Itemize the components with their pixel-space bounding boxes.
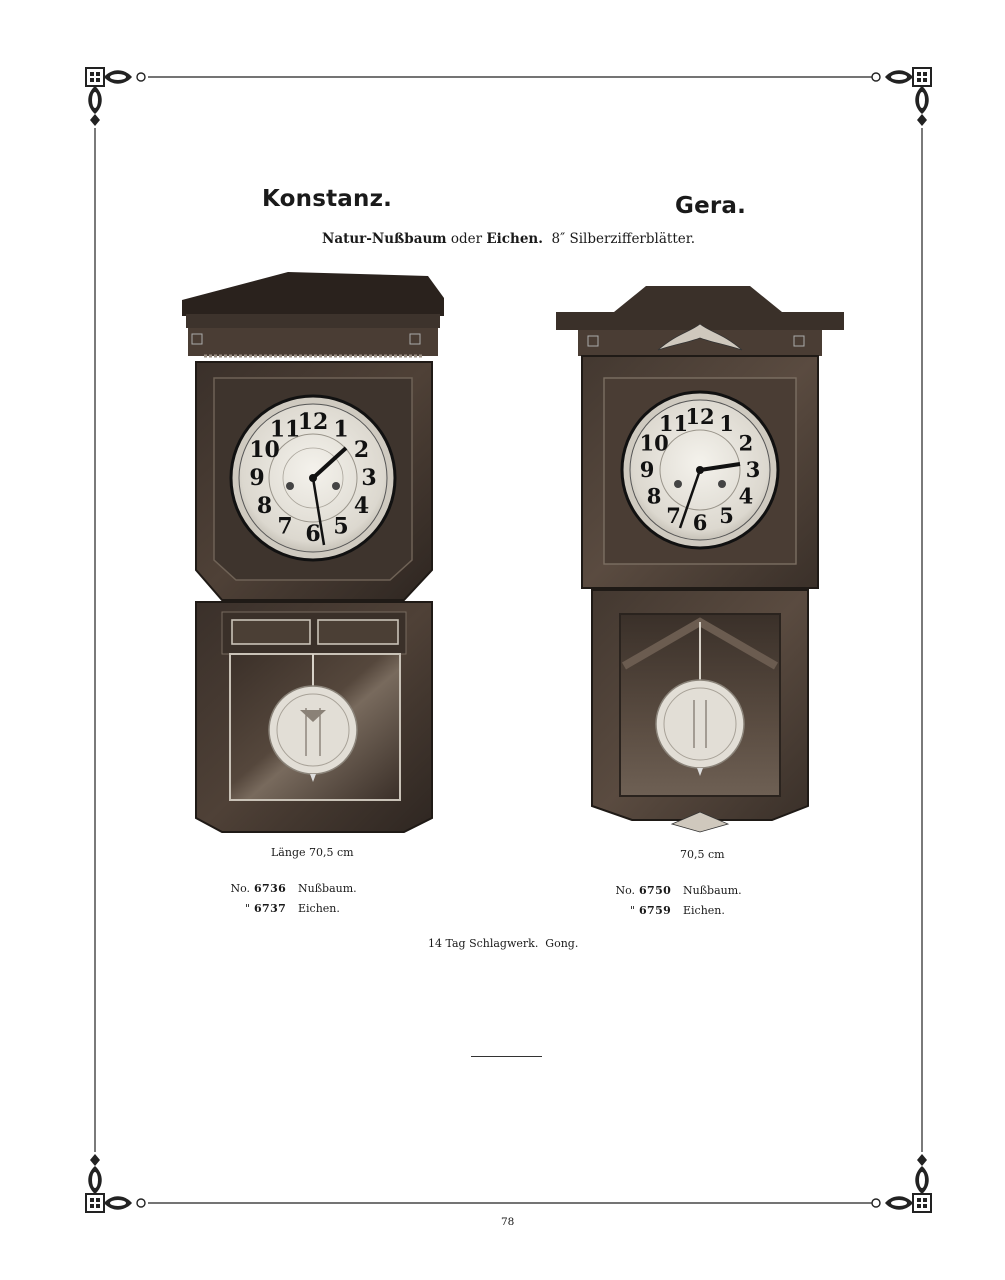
dial-numeral: 3	[361, 465, 377, 491]
model-list-right	[609, 884, 742, 924]
model-row	[224, 882, 357, 902]
model-wood: Nußbaum.	[683, 884, 742, 897]
model-wood: Eichen.	[298, 902, 340, 915]
dial-numeral: 8	[646, 483, 662, 509]
dial-numeral: 1	[333, 416, 349, 443]
model-prefix: No.	[230, 882, 250, 895]
corner-ornament-top-left	[86, 68, 145, 126]
model-prefix: "	[629, 904, 635, 917]
model-prefix: "	[244, 902, 250, 915]
corner-ornament-bottom-left	[86, 1154, 145, 1212]
model-number: 6737	[254, 902, 287, 915]
caption-length-left: Länge 70,5 cm	[271, 846, 354, 859]
subtitle-dial: 8″ Silberzifferblätter.	[551, 231, 695, 247]
title-gera: Gera.	[675, 193, 747, 219]
dial-numeral: 11	[269, 416, 301, 443]
title-konstanz: Konstanz.	[262, 186, 393, 212]
model-number: 6759	[639, 904, 672, 917]
dial-numeral: 6	[692, 510, 708, 535]
dial-numeral: 7	[666, 502, 681, 528]
page-number: 78	[501, 1216, 515, 1228]
dial-numeral: 6	[305, 521, 321, 547]
footnote-movement: 14 Tag Schlagwerk. Gong.	[428, 937, 579, 950]
model-number: 6736	[254, 882, 287, 895]
corner-ornament-bottom-right	[872, 1154, 931, 1212]
subtitle	[322, 231, 695, 247]
model-row	[609, 904, 742, 924]
model-list-left	[224, 882, 357, 922]
model-number: 6750	[639, 884, 672, 897]
dial-numeral: 4	[738, 483, 754, 509]
caption-length-right: 70,5 cm	[680, 848, 725, 861]
dial-numeral: 11	[658, 411, 689, 437]
dial-numeral: 4	[353, 493, 370, 519]
model-wood: Nußbaum.	[298, 882, 357, 895]
dial-numeral: 8	[256, 493, 273, 519]
dial-numeral: 2	[738, 430, 754, 456]
dial-numeral: 2	[353, 437, 370, 463]
clock-konstanz-illustration	[178, 270, 448, 840]
model-wood: Eichen.	[683, 904, 725, 917]
dial-numeral: 10	[639, 430, 669, 456]
dial-numeral: 5	[719, 502, 734, 528]
model-row	[609, 884, 742, 904]
dial-numeral: 5	[333, 513, 349, 540]
dial-numeral: 12	[297, 409, 329, 435]
dial-numeral: 9	[249, 465, 265, 491]
subtitle-material-b: Eichen.	[486, 231, 543, 247]
dial-numeral: 3	[745, 457, 761, 482]
dial-numeral: 9	[639, 457, 655, 482]
dial-numeral: 10	[249, 437, 280, 463]
divider	[471, 1056, 542, 1057]
dial-numeral: 12	[685, 404, 715, 429]
model-row	[224, 902, 357, 922]
clock-gera-illustration	[554, 284, 846, 840]
dial-numeral: 7	[277, 513, 293, 540]
corner-ornament-top-right	[872, 68, 931, 126]
subtitle-conj: oder	[450, 231, 483, 247]
dial-numeral: 1	[719, 411, 734, 437]
model-prefix: No.	[615, 884, 635, 897]
subtitle-material-a: Natur-Nußbaum	[322, 231, 447, 247]
